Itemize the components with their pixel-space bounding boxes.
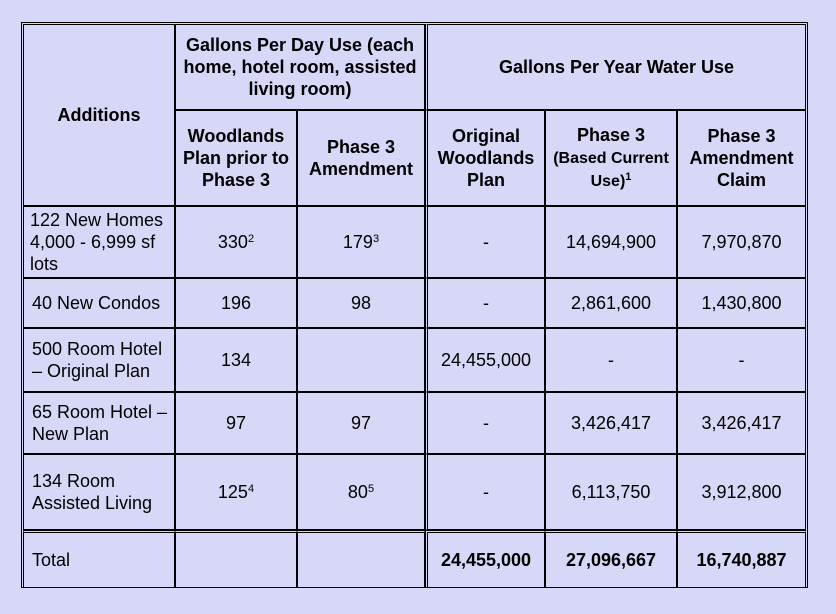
cell-claim: 1,430,800 (677, 278, 806, 328)
table-row (23, 328, 806, 392)
row-label: 40 New Condos (23, 278, 175, 328)
header-gpy-group: Gallons Per Year Water Use (425, 24, 806, 110)
cell-phase3: 6,113,750 (545, 454, 677, 530)
cell-phase3: 14,694,900 (545, 206, 677, 278)
total-gpd-prior (175, 530, 297, 588)
table-row (23, 454, 806, 530)
header-additions: Additions (23, 24, 175, 206)
row-label: 122 New Homes 4,000 - 6,999 sf lots (23, 206, 175, 278)
header-phase3-based (545, 110, 677, 206)
cell-phase3: - (545, 328, 677, 392)
header-phase3-based-sub: (Based Current Use) (553, 150, 669, 190)
cell-gpd-prior: 97 (175, 392, 297, 454)
cell-gpd-amend: $80^5$ (297, 454, 425, 530)
row-label: 65 Room Hotel – New Plan (23, 392, 175, 454)
cell-orig: - (425, 278, 545, 328)
cell-phase3: 3,426,417 (545, 392, 677, 454)
table-row (23, 206, 806, 278)
cell-gpd-amend (297, 328, 425, 392)
cell-gpd-prior: $125^4$ (175, 454, 297, 530)
water-use-table (23, 24, 806, 588)
total-orig: 24,455,000 (425, 530, 545, 588)
cell-orig: - (425, 206, 545, 278)
header-phase3-amendment: Phase 3 Amendment (297, 110, 425, 206)
cell-gpd-amend: 97 (297, 392, 425, 454)
cell-gpd-amend: 98 (297, 278, 425, 328)
cell-phase3: 2,861,600 (545, 278, 677, 328)
total-phase3: 27,096,667 (545, 530, 677, 588)
cell-claim: 7,970,870 (677, 206, 806, 278)
total-label: Total (23, 530, 175, 588)
cell-claim: - (677, 328, 806, 392)
cell-gpd-amend: $179^3$ (297, 206, 425, 278)
table-row-total (23, 530, 806, 588)
table-row (23, 392, 806, 454)
cell-orig: - (425, 392, 545, 454)
cell-orig: 24,455,000 (425, 328, 545, 392)
cell-gpd-prior: 196 (175, 278, 297, 328)
row-label: 134 Room Assisted Living (23, 454, 175, 530)
cell-gpd-prior: $330^2$ (175, 206, 297, 278)
row-label: 500 Room Hotel – Original Plan (23, 328, 175, 392)
table-row (23, 278, 806, 328)
total-gpd-amend (297, 530, 425, 588)
header-original-woodlands: Original Woodlands Plan (425, 110, 545, 206)
cell-gpd-prior: 134 (175, 328, 297, 392)
total-claim: 16,740,887 (677, 530, 806, 588)
header-woodlands-prior: Woodlands Plan prior to Phase 3 (175, 110, 297, 206)
cell-orig: - (425, 454, 545, 530)
header-gpd-group: Gallons Per Day Use (each home, hotel room, assisted living room) (175, 24, 425, 110)
header-phase3-claim: Phase 3 Amendment Claim (677, 110, 806, 206)
header-phase3-based-title: Phase 3 (576, 125, 646, 145)
cell-claim: 3,426,417 (677, 392, 806, 454)
cell-claim: 3,912,800 (677, 454, 806, 530)
footnote-ref-1: 1 (625, 171, 632, 183)
